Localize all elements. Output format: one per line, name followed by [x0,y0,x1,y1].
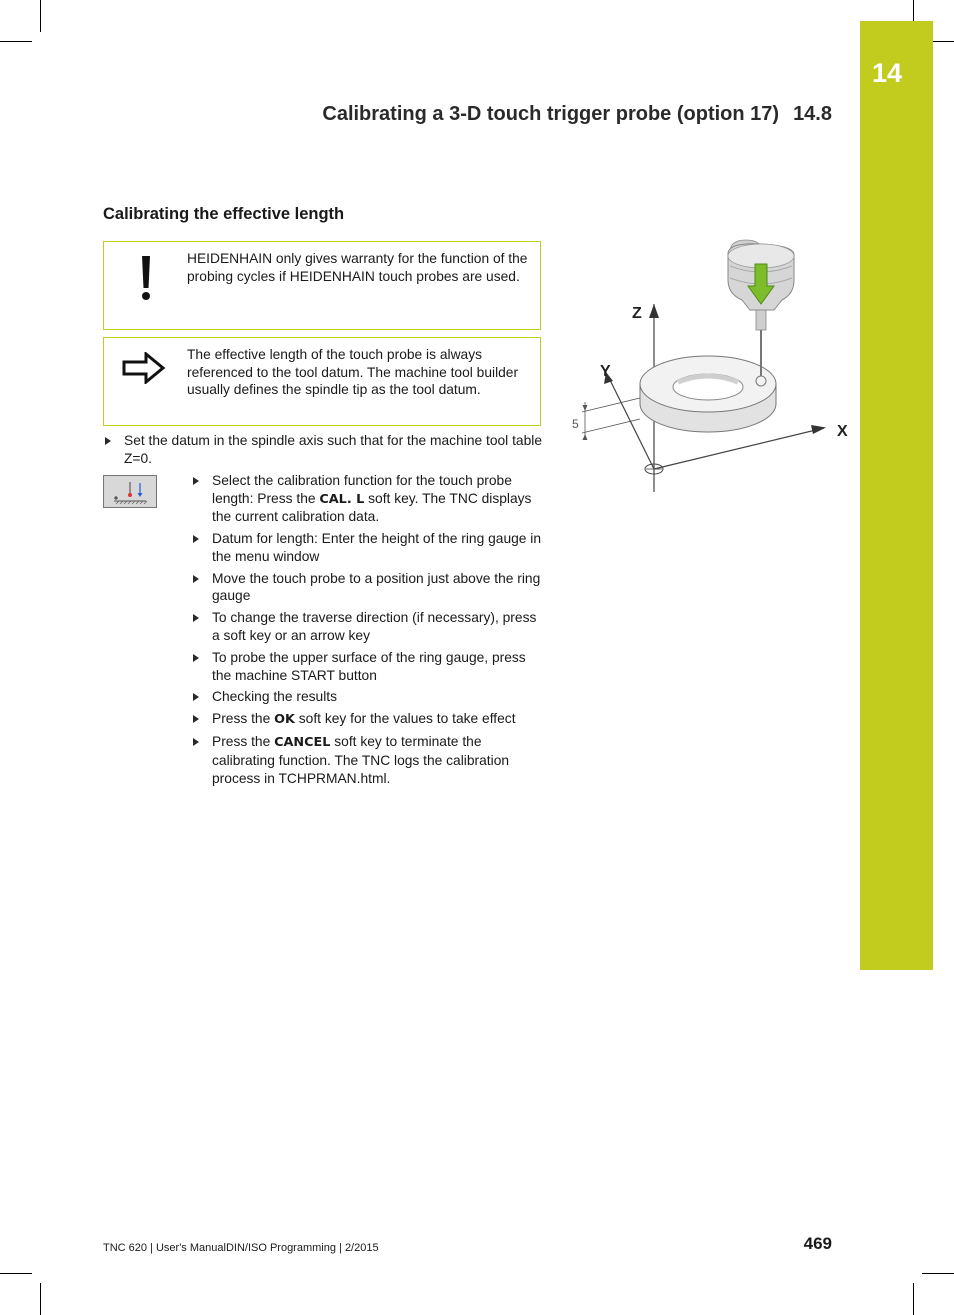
crop-mark [0,41,32,42]
exclamation-icon [139,254,153,307]
running-header-title: Calibrating a 3-D touch trigger probe (option 17) [322,103,780,125]
bullet-triangle-icon [193,693,199,701]
step-text: Move the touch probe to a position just above the ring gauge [212,570,541,604]
x-axis-line [654,428,824,469]
step-text: soft key to terminate the calibrating function. The TNC logs the calibration process in TCHPRMAN.html. [212,734,510,786]
bullet-triangle-icon [193,715,199,723]
arrow-right-icon [122,352,166,389]
list-item [192,609,542,644]
page-number: 469 [803,1234,832,1253]
x-axis-arrowhead [811,425,826,434]
step-text: Set the datum in the spindle axis such that for the machine tool table Z=0. [124,433,542,466]
axis-label-y: Y [600,363,611,380]
crop-mark [40,0,41,32]
list-item [192,710,542,729]
info-note [103,337,541,426]
probe-tip [756,376,766,386]
list-item [192,649,542,684]
running-header [322,103,832,126]
z-axis-arrowhead [649,304,659,318]
ring-gauge-figure [568,232,858,496]
info-text: The effective length of the touch probe is always referenced to the tool datum. The machine tool builder usually defines the spindle tip as the tool datum. [187,347,519,398]
footer-text: TNC 620 | User's ManualDIN/ISO Programming | 2/2015 [103,1242,379,1254]
bullet-triangle-icon [193,738,199,746]
step-text: Press the [212,734,275,750]
step-list-sub [192,472,542,792]
dimension-label: 5 [572,417,579,431]
step-text: Select the calibration function for the touch probe length: Press the [212,473,512,506]
chapter-number: 14 [872,58,903,88]
chapter-tab [860,21,933,970]
step-list-main [104,432,544,472]
list-item [192,733,542,787]
list-item [104,432,544,467]
crop-mark [0,1273,32,1274]
step-text: Press the [212,711,275,727]
step-text: Datum for length: Enter the height of the ring gauge in the menu window [212,531,542,564]
step-text: To probe the upper surface of the ring gauge, press the machine START button [212,649,526,683]
crop-mark [922,1273,954,1274]
section-title: Calibrating the effective length [103,205,345,223]
bullet-triangle-icon [193,575,199,583]
step-text: soft key for the values to take effect [294,711,516,727]
warning-note [103,241,541,330]
step-text: soft key. The TNC displays the current calibration data. [212,490,532,525]
bullet-triangle-icon [193,535,199,543]
bullet-triangle-icon [193,654,199,662]
bullet-triangle-icon [105,437,111,445]
list-item [192,570,542,605]
list-item [192,530,542,565]
softkey-name: OK [274,712,295,728]
crop-mark [913,1283,914,1315]
warning-text: HEIDENHAIN only gives warranty for the function of the probing cycles if HEIDENHAIN touch probes are used. [187,251,528,284]
crop-mark [40,1283,41,1315]
cal-length-softkey [103,475,157,508]
step-text: Checking the results [212,689,338,705]
list-item [192,688,542,706]
running-header-section: 14.8 [793,103,832,125]
axis-label-x: X [837,423,848,440]
step-text: To change the traverse direction (if necessary), press a soft key or an arrow key [212,610,537,643]
bullet-triangle-icon [193,614,199,622]
axis-label-z: Z [632,305,642,322]
bullet-triangle-icon [193,477,199,485]
softkey-name: CAL. L [319,491,365,507]
softkey-name: CANCEL [274,735,331,751]
cal-length-softkey-icon [104,476,156,507]
list-item [192,472,542,526]
